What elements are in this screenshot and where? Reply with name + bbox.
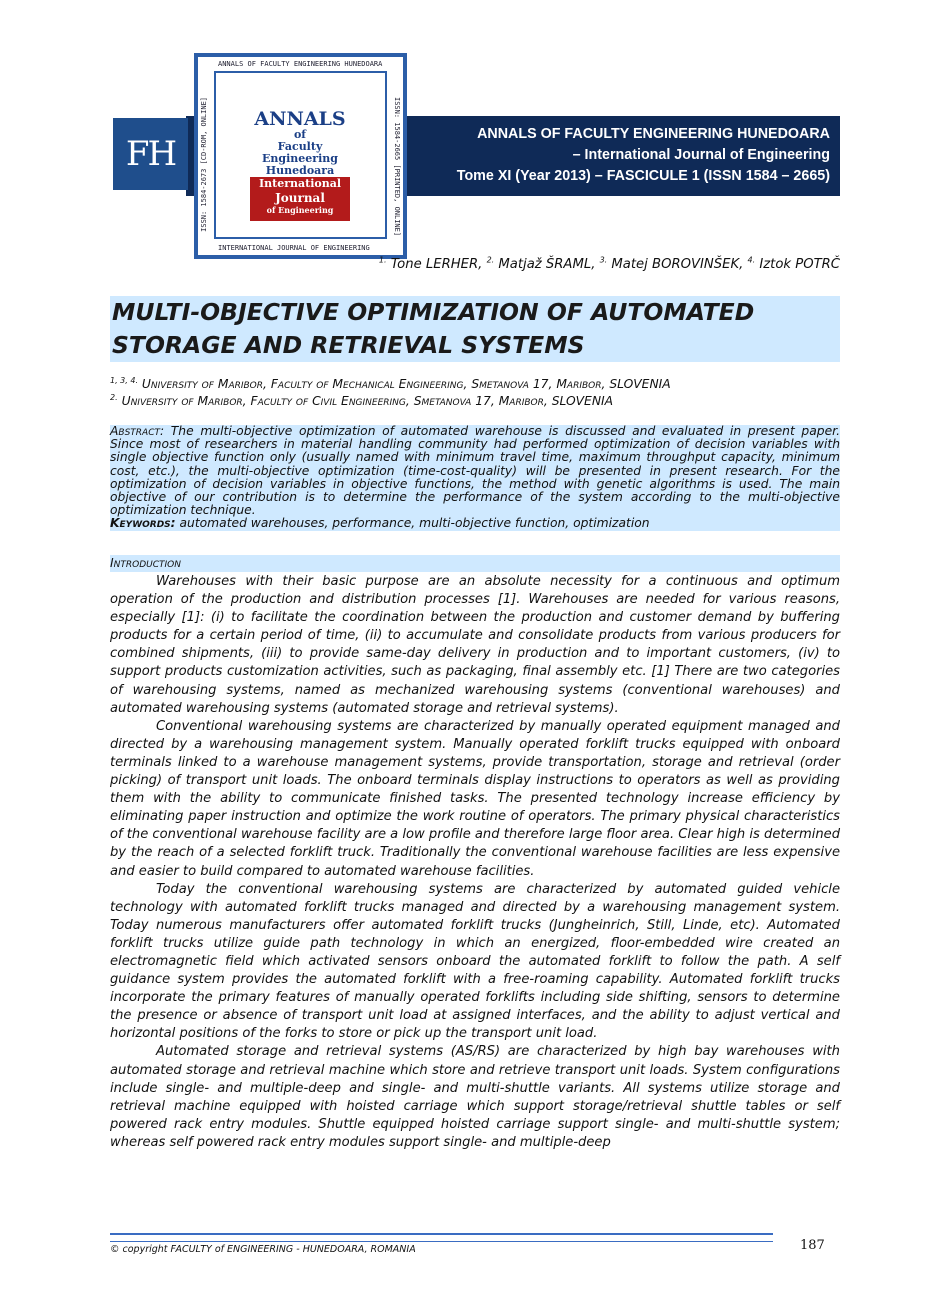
affiliation bbox=[110, 393, 840, 410]
page-number: 187 bbox=[800, 1238, 825, 1253]
banner-line-2: – International Journal of Engineering bbox=[572, 147, 830, 163]
author-sup: 3. bbox=[599, 255, 608, 265]
abstract-paragraph bbox=[110, 425, 840, 517]
author-name: Tone LERHER bbox=[390, 257, 479, 272]
cover-title-annals: ANNALS bbox=[254, 108, 346, 130]
affiliation-text: University of Maribor, Faculty of Civil Engineering, Smetanova 17, Maribor, SLOVENIA bbox=[121, 394, 614, 408]
paper-title bbox=[110, 296, 840, 362]
author-sup: 1. bbox=[378, 255, 387, 265]
cover-box-line: of Engineering bbox=[266, 205, 334, 215]
author-name: Matjaž ŠRAML bbox=[498, 257, 592, 272]
affiliation-sup: 2. bbox=[110, 392, 118, 402]
author-sup: 4. bbox=[747, 255, 756, 265]
faculty-logo: FH bbox=[113, 118, 188, 190]
cover-title-line: Engineering bbox=[262, 152, 338, 165]
cover-right-text: ISSN: 1584-2665 [PRINTED, ONLINE] bbox=[393, 97, 401, 237]
body-paragraph: Automated storage and retrieval systems (AS/RS) are characterized by high bay warehouses with automated storage and retrieval machine which store and retrieve transport unit loads. System configurations include single- and multiple-deep and single- and multi-shuttle variants. All systems utilize storage and retrieval machine equipped with hoisted carriage which support storage/retrieval shuttle tables or self powered rack entry modules. Shuttle equipped hoisted carriage support single- and multi-shuttle system; whereas self powered rack entry modules support single- and multiple-deep bbox=[110, 1044, 840, 1150]
author-name: Matej BOROVINŠEK bbox=[611, 257, 740, 272]
body-text bbox=[110, 573, 840, 1152]
copyright-text: © copyright FACULTY of ENGINEERING - HUNEDOARA, ROMANIA bbox=[110, 1244, 416, 1255]
authors: $^{1.}$ Tone LERHER, $^{2.}$ Matjaž ŠRAML, $^{3.}$ Matej BOROVINŠEK, $^{4.}$ Iztok POTRČ bbox=[378, 255, 840, 272]
footer-divider bbox=[110, 1233, 773, 1242]
cover-title-line: Faculty bbox=[277, 140, 323, 153]
cover-bottom-text: INTERNATIONAL JOURNAL OF ENGINEERING bbox=[218, 244, 370, 252]
banner-line-1: ANNALS OF FACULTY ENGINEERING HUNEDOARA bbox=[477, 126, 830, 142]
keywords-label: Keywords: bbox=[110, 516, 176, 531]
affiliation-text: University of Maribor, Faculty of Mechanical Engineering, Smetanova 17, Maribor, SLOVENIA bbox=[141, 377, 671, 391]
body-paragraph: Conventional warehousing systems are characterized by manually operated equipment managed and directed by a warehousing management system. Manually operated forklift trucks equipped with onboard terminals linked to a warehouse management systems, provide transportation, storage and retrieval (order picking) of transport unit loads. The onboard terminals display instructions to operators as well as providing them with the ability to communicate finished tasks. The presented technology increase efficiency by eliminating paper instruction and optimize the work routine of operators. The primary physical characteristics of the conventional warehouse facility are a low profile and therefore large floor area. Clear high is determined by the reach of a selected forklift truck. Traditionally the conventional warehouse facilities are less expensive and easier to build compared to automated warehouse facilities. bbox=[110, 718, 841, 879]
abstract bbox=[110, 425, 840, 531]
section-heading-text: Introduction bbox=[110, 556, 181, 570]
cover-title-line: of bbox=[293, 128, 307, 141]
cover-box-line: Journal bbox=[275, 191, 325, 205]
author-sup: 2. bbox=[486, 255, 495, 265]
cover-top-text: ANNALS OF FACULTY ENGINEERING HUNEDOARA bbox=[218, 60, 383, 68]
cover-journal-box bbox=[250, 177, 350, 221]
section-heading-introduction bbox=[110, 555, 840, 572]
keywords-paragraph bbox=[110, 517, 840, 530]
keywords-text: automated warehouses, performance, multi-objective function, optimization bbox=[179, 516, 650, 531]
affiliations bbox=[110, 376, 840, 410]
banner-line-3: Tome XI (Year 2013) – FASCICULE 1 (ISSN 1584 – 2665) bbox=[456, 168, 830, 184]
cover-title-line: Hunedoara bbox=[265, 164, 335, 177]
affiliation-sup: 1, 3, 4. bbox=[110, 375, 138, 385]
author-name: Iztok POTRČ bbox=[759, 257, 840, 272]
cover-left-text: ISSN: 1584-2673 [CD-ROM, ONLINE] bbox=[200, 97, 208, 232]
body-paragraph: Today the conventional warehousing systems are characterized by automated guided vehicle technology with automated forklift trucks managed and directed by a warehousing management system. Today numerous manufacturers offer automated forklift trucks (Jungheinrich, Still, Linde, etc). Automated forklift trucks utilize guide path technology in which an energized, floor-embedded wire created an electromagnetic field which activated sensors onboard the automated forklift to follow the path. A self guidance system provides the automated forklift with a free-roaming capability. Automated forklift trucks incorporate the primary features of manually operated forklifts including side shifting, sensors to determine the presence or absence of transport unit load at assigned interfaces, and the ability to adjust vertical and horizontal positions of the forks to store or pick up the transport unit load. bbox=[110, 881, 840, 1042]
cover-box-line: International bbox=[258, 177, 342, 190]
title-line: MULTI-OBJECTIVE OPTIMIZATION OF AUTOMATED bbox=[112, 298, 755, 326]
title-line: STORAGE AND RETRIEVAL SYSTEMS bbox=[112, 331, 585, 359]
title-box bbox=[110, 296, 840, 362]
cover-title bbox=[250, 109, 350, 177]
abstract-text: The multi-objective optimization of automated warehouse is discussed and evaluated in present paper. Since most of researchers in material handling community had performed optimization of decision variables with single objective function only (usually named with minimum travel time, maximum throughput capacity, minimum cost, etc.), the multi-objective optimization (time-cost-quality) will be presented in present research. For the optimization of decision variables in objective functions, the method with genetic algorithms is used. The main objective of our contribution is to determine the performance of the system according to the multi-objective optimization technique. bbox=[110, 424, 840, 518]
body-paragraph: Warehouses with their basic purpose are an absolute necessity for a continuous and optimum operation of the production and distribution processes [1]. Warehouses are needed for various reasons, especially [1]: (i) to facilitate the coordination between the production and customer demand by buffering products for a certain period of time, (ii) to accumulate and consolidate products from various producers for combined shipments, (iii) to provide same-day delivery in production and to important customers, (iv) to support products customization activities, such as packaging, final assembly etc. [1] There are two categories of warehousing systems, named as mechanized warehousing systems (conventional warehouses) and automated warehousing systems (automated storage and retrieval systems). bbox=[110, 574, 840, 716]
abstract-label: Abstract: bbox=[110, 424, 165, 438]
journal-cover bbox=[194, 53, 407, 259]
affiliation bbox=[110, 376, 840, 393]
